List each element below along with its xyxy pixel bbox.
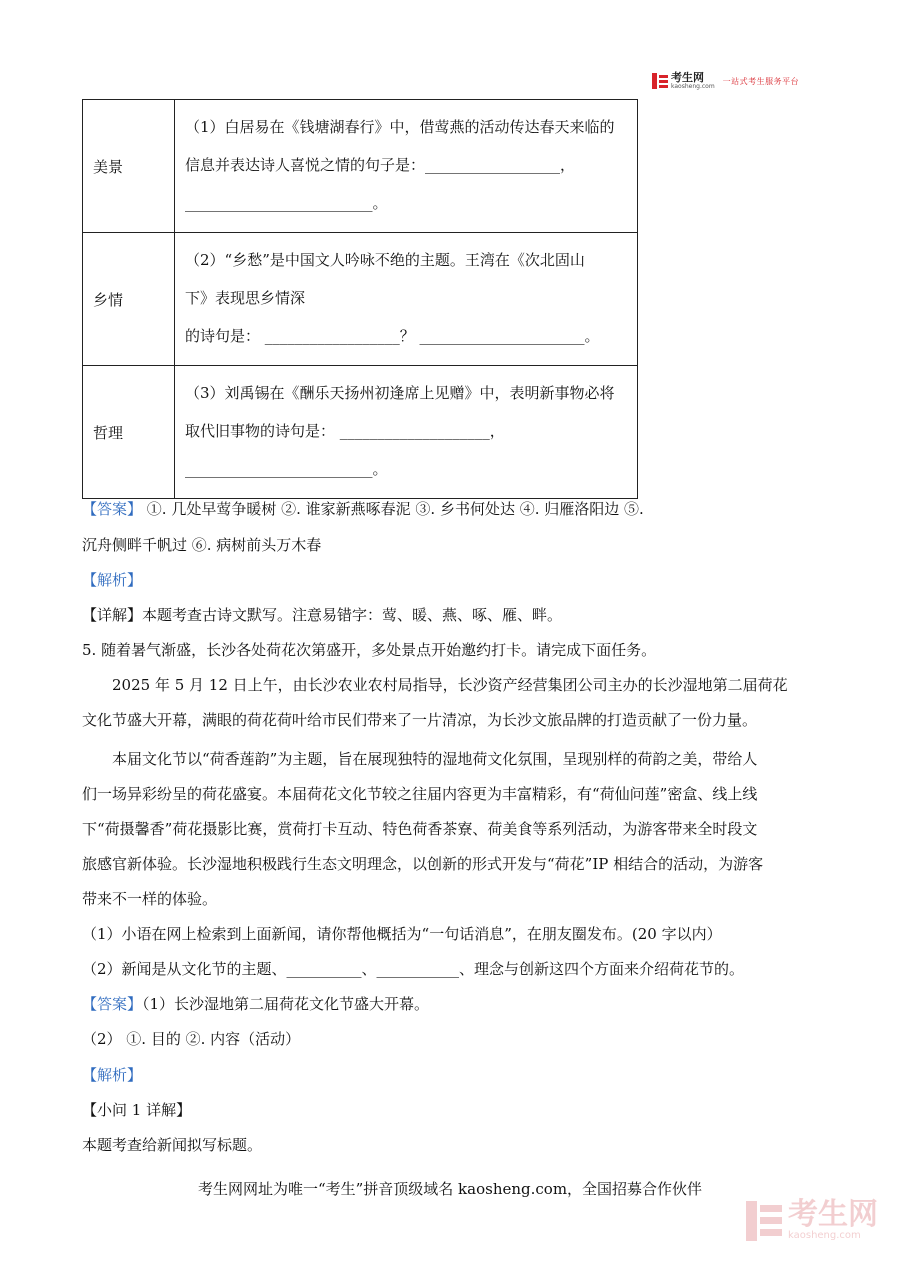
watermark	[746, 1197, 878, 1241]
answer-text: ①. 几处早莺争暖树 ②. 谁家新燕啄春泥 ③. 乡书何处达 ④. 归雁洛阳边 ⑤.	[146, 500, 644, 518]
question-line: （3）刘禹锡在《酬乐天扬州初逢席上见赠》中，表明新事物必将	[185, 384, 615, 402]
answer-2	[82, 994, 429, 1014]
news-para-1-line: 2025 年 5 月 12 日上午，由长沙农业农村局指导，长沙资产经营集团公司主办的长沙湿地第二届荷花	[112, 676, 788, 694]
question-line: （1）白居易在《钱塘湖春行》中，借莺燕的活动传达春天来临的	[185, 118, 615, 136]
news-para-1-line: 文化节盛大开幕，满眼的荷花荷叶给市民们带来了一片清凉，为长沙文旅品牌的打造贡献了一份力量。	[82, 711, 758, 729]
question-cell	[175, 366, 638, 499]
question-line: _________________________。	[185, 194, 388, 212]
answer-2-line-2: （2） ①. 目的 ②. 内容（活动）	[82, 1030, 301, 1048]
question-line: 取代旧事物的诗句是： ____________________，	[185, 422, 505, 440]
news-para-2-line: 们一场异彩纷呈的荷花盛宴。本届荷花文化节较之往届内容更为丰富精彩，有“荷仙问莲”密盒、线上线	[82, 785, 758, 803]
question-line: 的诗句是： __________________？ ______________________。	[185, 327, 600, 345]
table-row	[83, 366, 638, 499]
answer-label: 【答案】	[82, 995, 143, 1013]
logo-name: 考生网	[671, 71, 704, 84]
watermark-name: 考生网	[788, 1197, 878, 1232]
question-line: 下》表现思乡情深	[185, 289, 306, 307]
logo-slogan: 一站式考生服务平台	[722, 76, 800, 86]
watermark-logo-icon	[746, 1201, 782, 1241]
question-line: （2）“乡愁”是中国文人吟咏不绝的主题。王湾在《次北固山	[185, 251, 585, 269]
poem-table	[82, 99, 638, 499]
sub-detail-text: 本题考查给新闻拟写标题。	[82, 1136, 263, 1154]
category-cell: 美景	[83, 100, 175, 233]
answer-label: 【答案】	[82, 500, 143, 518]
category-cell: 乡情	[83, 233, 175, 366]
news-para-2-line: 带来不一样的体验。	[82, 890, 218, 908]
logo-domain: kaosheng.com	[671, 83, 715, 90]
news-para-2-line: 下“荷摄馨香”荷花摄影比赛，赏荷打卡互动、特色荷香茶寮、荷美食等系列活动，为游客带来全时段文	[82, 820, 758, 838]
answer-1-line-2: 沉舟侧畔千帆过 ⑥. 病树前头万木春	[82, 536, 322, 554]
table-row	[83, 233, 638, 366]
category-cell: 哲理	[83, 366, 175, 499]
sub-question-1: （1）小语在网上检索到上面新闻，请你帮他概括为“一句话消息”，在朋友圈发布。(20 字以内）	[82, 925, 722, 943]
analysis-label: 【解析】	[82, 1066, 143, 1084]
question-cell	[175, 100, 638, 233]
footer-text: 考生网网址为唯一“考生”拼音顶级域名 kaosheng.com，全国招募合作伙伴	[197, 1180, 703, 1198]
answer-1	[82, 499, 644, 519]
sub-question-2: （2）新闻是从文化节的主题、__________、___________、理念与创新这四个方面来介绍荷花节的。	[82, 960, 745, 978]
question-line: 信息并表达诗人喜悦之情的句子是：__________________，	[185, 156, 576, 174]
question-cell	[175, 233, 638, 366]
question-line: _________________________。	[185, 460, 388, 478]
header-logo[interactable]	[652, 72, 799, 90]
detail-text: 【详解】本题考查古诗文默写。注意易错字：莺、暖、燕、啄、雁、畔。	[82, 606, 563, 624]
kaosheng-logo-icon	[652, 73, 668, 89]
sub-detail-label: 【小问 1 详解】	[82, 1101, 192, 1119]
analysis-label: 【解析】	[82, 571, 143, 589]
news-para-2-line: 旅感官新体验。长沙湿地积极践行生态文明理念，以创新的形式开发与“荷花”IP 相结合的活动，为游客	[82, 855, 764, 873]
answer-text: （1）长沙湿地第二届荷花文化节盛大开幕。	[142, 995, 430, 1013]
watermark-domain: kaosheng.com	[788, 1230, 861, 1241]
question-5-stem: 5. 随着暑气渐盛，长沙各处荷花次第盛开，多处景点开始邀约打卡。请完成下面任务。	[82, 641, 657, 659]
table-row	[83, 100, 638, 233]
news-para-2-line: 本届文化节以“荷香莲韵”为主题，旨在展现独特的湿地荷文化氛围，呈现别样的荷韵之美，带给人	[112, 750, 758, 768]
